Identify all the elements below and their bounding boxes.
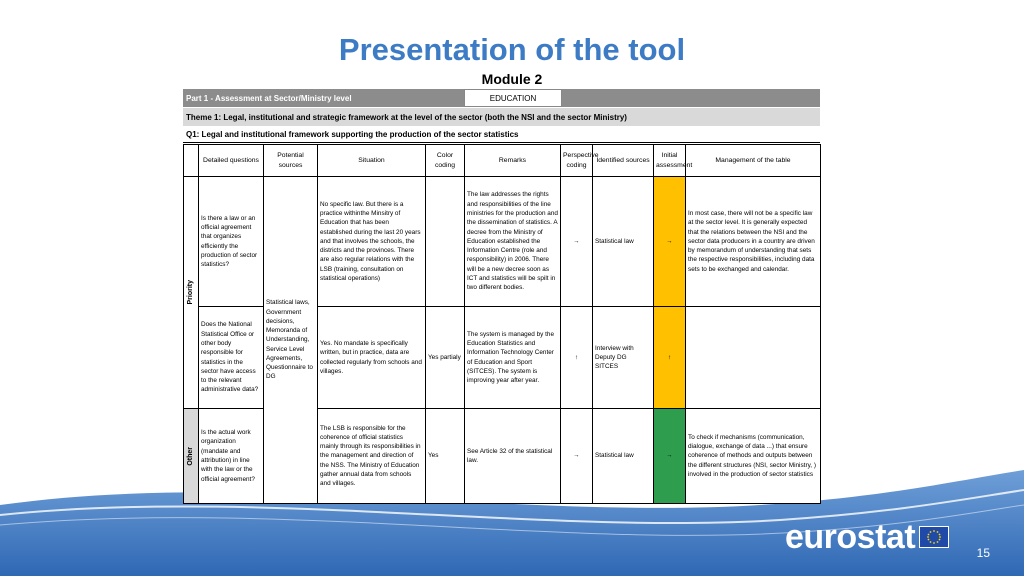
assessment-table	[183, 144, 821, 504]
initial-assessment-arrow-icon[interactable]: →	[654, 409, 686, 504]
situation-cell[interactable]: Yes. No mandate is specifically written, but in practice, data are collected regularly from schools and villages.	[318, 307, 426, 409]
eurostat-logo	[785, 517, 975, 557]
management-cell[interactable]: In most case, there will not be a specific law at the sector level. It is generally expected that the relations between the NSI and the sector data producers in a country are driven by memorandum of understanding that sets the respective responsibilities, including data sets to be exchanged and calendar.	[686, 177, 821, 307]
color-coding-cell[interactable]: Yes partialy	[426, 307, 465, 409]
header-perspective-coding: Perspective coding	[561, 145, 593, 177]
eu-flag-icon	[919, 526, 949, 548]
question-label: Q1: Legal and institutional framework supporting the production of the sector statistics	[186, 130, 519, 139]
remarks-cell[interactable]: The system is managed by the Education Statistics and Information Technology Center of Education and Sport (SITCES). The system is improving year after year.	[465, 307, 561, 409]
assessment-sheet	[183, 89, 820, 504]
category-other	[184, 409, 199, 504]
initial-assessment-arrow-icon[interactable]: ↑	[654, 307, 686, 409]
header-initial-assessment: Initial assessment	[654, 145, 686, 177]
logo-text: eurostat	[785, 517, 916, 556]
potential-sources-cell[interactable]: Statistical laws, Government decisions, Memoranda of Understanding, Service Level Agreements, Questionnaire to DG	[264, 177, 318, 504]
header-row	[184, 145, 821, 177]
header-situation: Situation	[318, 145, 426, 177]
perspective-arrow-icon[interactable]: ↑	[561, 307, 593, 409]
header-category	[184, 145, 199, 177]
header-potential-sources: Potential sources	[264, 145, 318, 177]
management-cell[interactable]	[686, 307, 821, 409]
question-band	[183, 127, 820, 143]
slide-subtitle: Module 2	[481, 71, 543, 87]
question-cell[interactable]: Is the actual work organization (mandate and attribution) in line with the law or the official agreement?	[199, 409, 264, 504]
question-cell[interactable]: Is there a law or an official agreement that organizes efficiently the production of sector statistics?	[199, 177, 264, 307]
header-color-coding: Color coding	[426, 145, 465, 177]
perspective-arrow-icon[interactable]: →	[561, 177, 593, 307]
situation-cell[interactable]: No specific law. But there is a practice withinthe Minsitry of Education that has been established during the last 20 years and that involves the schools, the districts and the provinces. There are also regular relations with the LSB (training, consultation on statistical operations)	[318, 177, 426, 307]
question-cell[interactable]: Does the National Statistical Office or other body responsible for statistics in the sector have access to the relevant administrative data?	[199, 307, 264, 409]
situation-cell[interactable]: The LSB is responsible for the coherence of official statistics mainly through its responsibilities in the management and direction of the NSS. The Ministry of Education gather annual data from schools and villages.	[318, 409, 426, 504]
header-management: Management of the table	[686, 145, 821, 177]
color-coding-cell[interactable]: Yes	[426, 409, 465, 504]
identified-sources-cell[interactable]: Statistical law	[593, 177, 654, 307]
part-label: Part 1 - Assessment at Sector/Ministry level	[186, 93, 352, 103]
identified-sources-cell[interactable]: Statistical law	[593, 409, 654, 504]
theme-band	[183, 108, 820, 126]
slide-title: Presentation of the tool	[338, 32, 686, 67]
category-priority	[184, 177, 199, 409]
color-coding-cell[interactable]	[426, 177, 465, 307]
table-row	[184, 177, 821, 307]
header-identified-sources: Identified sources	[593, 145, 654, 177]
header-detailed-questions: Detailed questions	[199, 145, 264, 177]
perspective-arrow-icon[interactable]: →	[561, 409, 593, 504]
initial-assessment-arrow-icon[interactable]: →	[654, 177, 686, 307]
theme-label: Theme 1: Legal, institutional and strategic framework at the level of the sector (both the NSI and the sector Ministry)	[186, 112, 627, 122]
remarks-cell[interactable]: See Article 32 of the statistical law.	[465, 409, 561, 504]
remarks-cell[interactable]: The law addresses the rights and responsibilities of the line ministries for the production and the dissemination of statistics. A decree from the Ministry of Education established the Information Centre (role and responsibility) in 2006. There will be a new decree soon as ICT and statistics will be spilt in two different bodies.	[465, 177, 561, 307]
category-priority-label: Priority	[187, 280, 194, 305]
header-remarks: Remarks	[465, 145, 561, 177]
identified-sources-cell[interactable]: Interview with Deputy DG SITCES	[593, 307, 654, 409]
management-cell[interactable]: To check if mechanisms (communication, dialogue, exchange of data ...) that ensure coherence of methods and outputs between the different structures (NSI, sector Ministry, ) involved in the production of sector statistics	[686, 409, 821, 504]
page-number: 15	[976, 546, 990, 560]
sector-cell[interactable]: EDUCATION	[464, 89, 562, 107]
category-other-label: Other	[187, 446, 194, 466]
